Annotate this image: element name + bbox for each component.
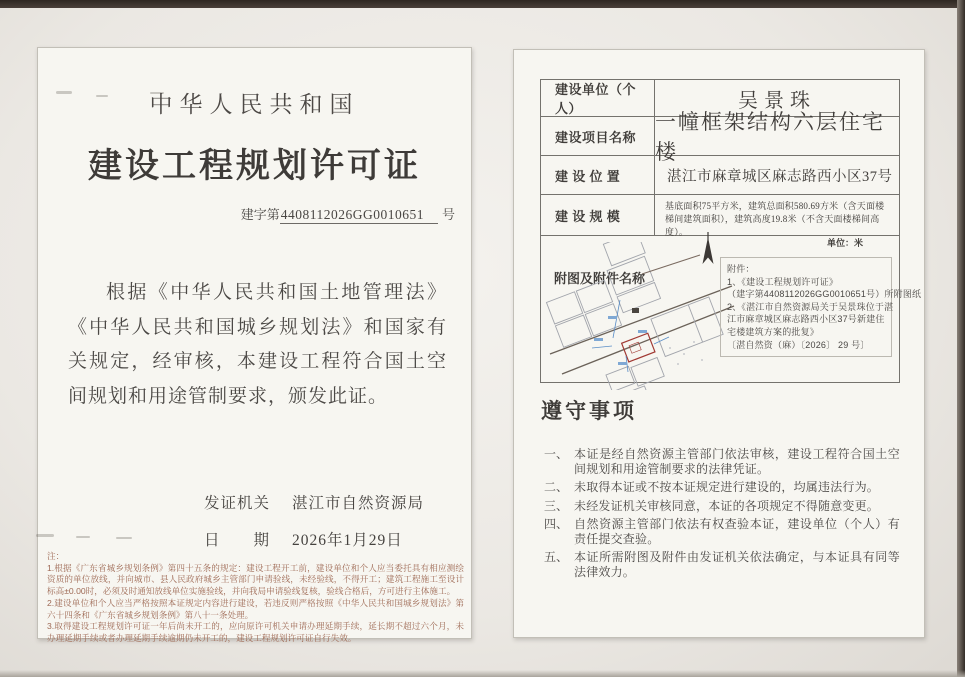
- compliance-item: [544, 499, 900, 514]
- table-row: [541, 195, 899, 236]
- certificate-details-page: [513, 49, 925, 638]
- permit-number-prefix: 建字第: [240, 207, 280, 222]
- compliance-item: [544, 480, 900, 495]
- attachment-line: 2、《湛江市自然资源局关于吴景珠位于湛: [727, 301, 894, 312]
- unit-note: 单位：米: [826, 238, 863, 248]
- issue-date-value: 2026年1月29日: [292, 532, 403, 549]
- attachment-line: （建字第4408112026GG0010651号）所附图纸: [727, 289, 922, 300]
- country-heading: 中华人民共和国: [149, 92, 360, 117]
- compliance-item-text: 未取得本证或不按本证规定进行建设的，均属违法行为。: [574, 480, 880, 494]
- issuer-value: 湛江市自然资源局: [292, 495, 425, 512]
- attachment-line: 〔湛自然资（麻）〔2026〕 29 号〕: [727, 339, 870, 350]
- issue-date-row: [204, 528, 403, 550]
- footnote-item: 2.建设单位和个人应当严格按照本证规定内容进行建设，若违反则严格按照《中华人民共和国城乡规划法》第六十四条和《广东省城乡规划条例》第八十一条处理。: [47, 597, 464, 620]
- certificate-title: 建设工程规划许可证: [88, 148, 421, 185]
- compliance-item-number: 四、: [544, 517, 569, 531]
- row-value-owner: 吴景珠: [738, 89, 816, 112]
- compliance-item: [544, 517, 900, 546]
- footnote-item: 1.根据《广东省城乡规划条例》第四十五条的规定：建设工程开工前，建设单位和个人应当委托具有相应测绘资质的单位放线，并向城市、县人民政府城乡主管部门申请验线，未经验线，不得开工；建筑工程施工至设计标高±0.00时，必须及时通知放线单位实施验线，并向我局申请验线复核，验线合格后，方可进行主体施工。: [47, 562, 464, 597]
- footnotes: [47, 551, 464, 645]
- permit-number: 4408112026GG0010651: [280, 207, 438, 224]
- row-value-project-name: 一幢框架结构六层住宅楼: [655, 110, 885, 164]
- certificate-statement: 根据《中华人民共和国土地管理法》《中华人民共和国城乡规划法》和国家有关规定，经审核，本建设工程符合国土空间规划和用途管制要求，颁发此证。: [68, 282, 447, 407]
- scan-artifact: [116, 537, 132, 539]
- scan-edge-right: [957, 0, 965, 677]
- attachment-line: 宅楼建筑方案的批复》: [727, 326, 820, 337]
- row-label-owner: 建设单位（个人）: [541, 80, 655, 116]
- scan-artifact: [36, 534, 54, 537]
- permit-number-line: [241, 204, 455, 223]
- scan-edge-bottom: [0, 670, 965, 677]
- attachments-title: 附件：: [727, 264, 755, 274]
- attachments-list: [720, 257, 922, 357]
- issue-date-label: 日 期: [204, 532, 271, 549]
- compliance-list: [544, 447, 900, 583]
- row-value-scale: 基底面积75平方米，建筑总面积580.69方米（含天面楼梯间建筑面积），建筑高度19.8米（不含天面楼梯间高度）。: [665, 201, 885, 237]
- attachment-line: 江市麻章城区麻志路西小区37号新建住: [727, 314, 885, 325]
- row-label-attachments: 附图及附件名称: [554, 271, 646, 286]
- attachment-line: 1、《建设工程规划许可证》: [727, 276, 839, 287]
- permit-number-suffix: 号: [441, 207, 455, 222]
- scan-edge-top: [0, 0, 965, 8]
- row-label-scale: 建 设 规 模: [541, 195, 655, 235]
- table-row: [541, 110, 899, 164]
- row-label-location: 建 设 位 置: [541, 156, 655, 194]
- issuer-row: [204, 491, 424, 513]
- row-value-location: 湛江市麻章城区麻志路西小区37号: [667, 168, 893, 185]
- compliance-item-text: 自然资源主管部门依法有权查验本证，建设单位（个人）有责任提交查验。: [574, 517, 900, 546]
- compliance-item: [544, 447, 900, 476]
- table-row: [541, 156, 899, 195]
- scan-artifact: [76, 536, 90, 538]
- footnote-item: 3.取得建设工程规划许可证一年后尚未开工的，应向原许可机关申请办理延期手续，延长期不超过六个月，未办理延期手续或者办理延期手续逾期仍未开工的，建设工程规划许可证自行失效。: [47, 621, 464, 643]
- site-plan-diagram: [542, 242, 737, 390]
- compliance-item-number: 三、: [544, 498, 569, 513]
- footnotes-title: 注：: [47, 551, 65, 561]
- compliance-title: 遵守事项: [541, 399, 637, 423]
- compliance-item-number: 二、: [544, 480, 569, 494]
- compliance-item-text: 本证所需附图及附件由发证机关依法确定，与本证具有同等法律效力。: [574, 550, 900, 579]
- compliance-item-number: 五、: [544, 550, 569, 564]
- compliance-item-number: 一、: [544, 447, 569, 461]
- certificate-cover-page: [37, 47, 472, 643]
- compliance-item: [544, 550, 900, 579]
- row-label-project-name: 建设项目名称: [541, 117, 655, 155]
- compliance-item-text: 未经发证机关审核同意，本证的各项规定不得随意变更。: [574, 498, 880, 513]
- compliance-item-text: 本证是经自然资源主管部门依法审核，建设工程符合国土空间规划和用途管制要求的法律凭证。: [574, 447, 900, 476]
- issuer-label: 发证机关: [204, 495, 271, 512]
